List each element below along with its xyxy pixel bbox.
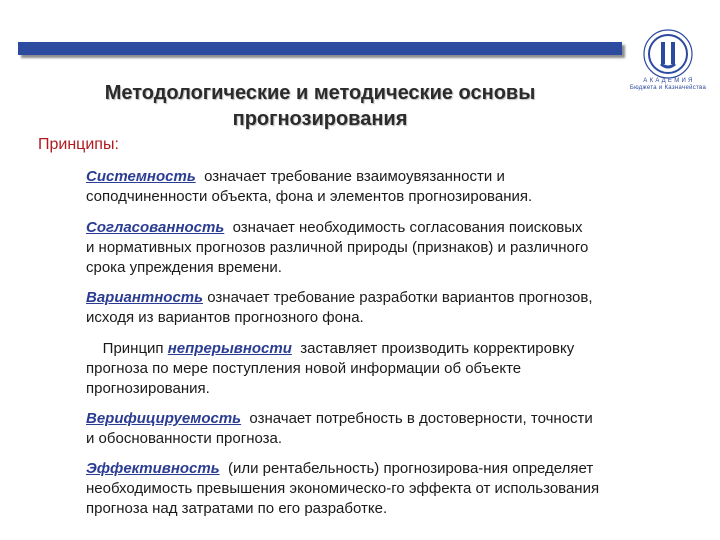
- principle-text: означает потребность в достоверности, точности и обоснованности прогноза.: [86, 410, 593, 447]
- principles-heading: Принципы:: [38, 136, 119, 153]
- principle-term: Согласованность: [86, 219, 225, 236]
- title-line-1: Методологические и методические основы: [104, 82, 536, 104]
- principle-term: Вариантность: [86, 289, 204, 306]
- principle-efficiency: [86, 459, 702, 519]
- principle-text-line: означает требование взаимоувязанности и: [195, 168, 505, 185]
- principle-text-line: и нормативных прогнозов различной природы (признаков) и различного: [86, 239, 589, 256]
- academy-logo-caption: [628, 78, 708, 92]
- principle-text-line: означает необходимость согласования поисковых: [224, 219, 583, 236]
- logo-caption-line1: А К А Д Е М И Я: [643, 78, 693, 84]
- principle-text-line: соподчиненности объекта, фона и элементов прогнозирования.: [86, 188, 533, 205]
- principle-text: означает требование разработки вариантов прогнозов, исходя из вариантов прогнозного фона.: [86, 289, 593, 326]
- principle-systemness: [86, 167, 702, 207]
- principle-prefix: Принцип: [86, 340, 168, 357]
- title-line-2: прогнозирования: [232, 108, 408, 130]
- logo-caption-line2: Бюджета и Казначейства: [629, 85, 707, 91]
- principle-term: непрерывности: [167, 340, 292, 357]
- header-bar: [18, 42, 622, 55]
- principle-text: заставляет производить корректировку прогноза по мере поступления новой информации об объекте прогнозирования.: [86, 340, 575, 397]
- slide-title: [40, 80, 600, 132]
- principle-text: (или рентабельность) прогнозирова-ния определяет необходимость превышения экономическо-го эффекта от использования прогноза над затратами по его разработке.: [86, 460, 600, 517]
- principle-text-line: срока упреждения времени.: [86, 259, 282, 276]
- principle-term: Системность: [86, 168, 196, 185]
- principle-consistency: [86, 218, 702, 278]
- principle-term: Эффективность: [86, 460, 220, 477]
- principle-continuity: [86, 339, 702, 399]
- principle-term: Верифицируемость: [86, 410, 242, 427]
- principle-variability: [86, 288, 702, 328]
- principle-verifiability: [86, 409, 702, 449]
